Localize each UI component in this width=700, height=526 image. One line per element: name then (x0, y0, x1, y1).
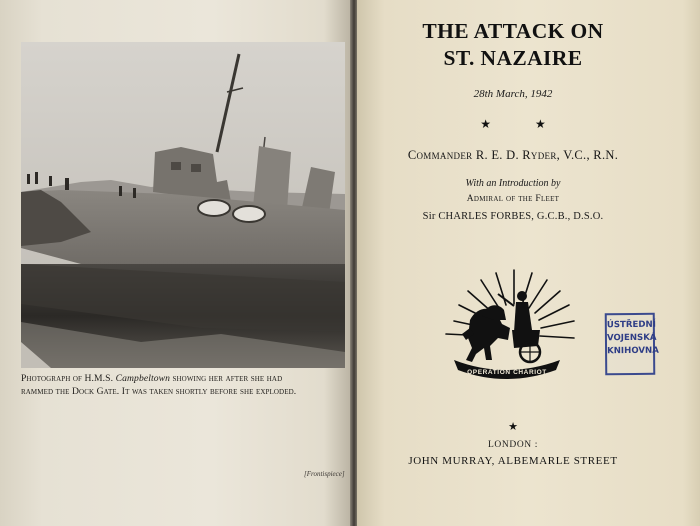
caption-line1-b: showing her after she had (172, 373, 283, 384)
publisher-star: ★ (508, 421, 518, 433)
frontispiece-label: [Frontispiece] (304, 470, 345, 478)
stamp-line-2: VOJENSKÁ (606, 332, 657, 344)
introduction-line: With an Introduction by (465, 178, 561, 189)
title-line-2: ST. NAZAIRE (443, 46, 583, 70)
publisher-city: LONDON : (488, 440, 538, 450)
operation-chariot-emblem (432, 264, 580, 384)
ornament-stars: ★★ (480, 117, 590, 131)
library-stamp (605, 313, 659, 375)
stamp-line-1: ÚSTŘEDNÍ (606, 319, 656, 331)
caption-line1-a: Photograph of H.M.S. (21, 373, 114, 384)
introducer-name: Sir CHARLES FORBES, G.C.B., D.S.O. (422, 211, 604, 222)
frontispiece-photograph (21, 42, 345, 368)
book-title (357, 18, 669, 72)
admiral-line: Admiral of the Fleet (466, 194, 560, 204)
title-date: 28th March, 1942 (473, 88, 553, 100)
stamp-line-3: KNIHOVNA (607, 345, 659, 357)
publisher-name: JOHN MURRAY, ALBEMARLE STREET (408, 455, 618, 467)
photo-caption (21, 373, 349, 398)
horses-icon (462, 305, 510, 362)
emblem-banner-text: OPERATION CHARIOT (467, 369, 547, 376)
author-line (357, 148, 669, 163)
author-name: Commander R. E. D. Ryder, V.C., R.N. (407, 148, 619, 162)
caption-line2: rammed the Dock Gate. It was taken shortly before she exploded. (21, 385, 297, 397)
title-line-1: THE ATTACK ON (422, 19, 604, 43)
caption-ship-name: Campbeltown (115, 373, 171, 384)
